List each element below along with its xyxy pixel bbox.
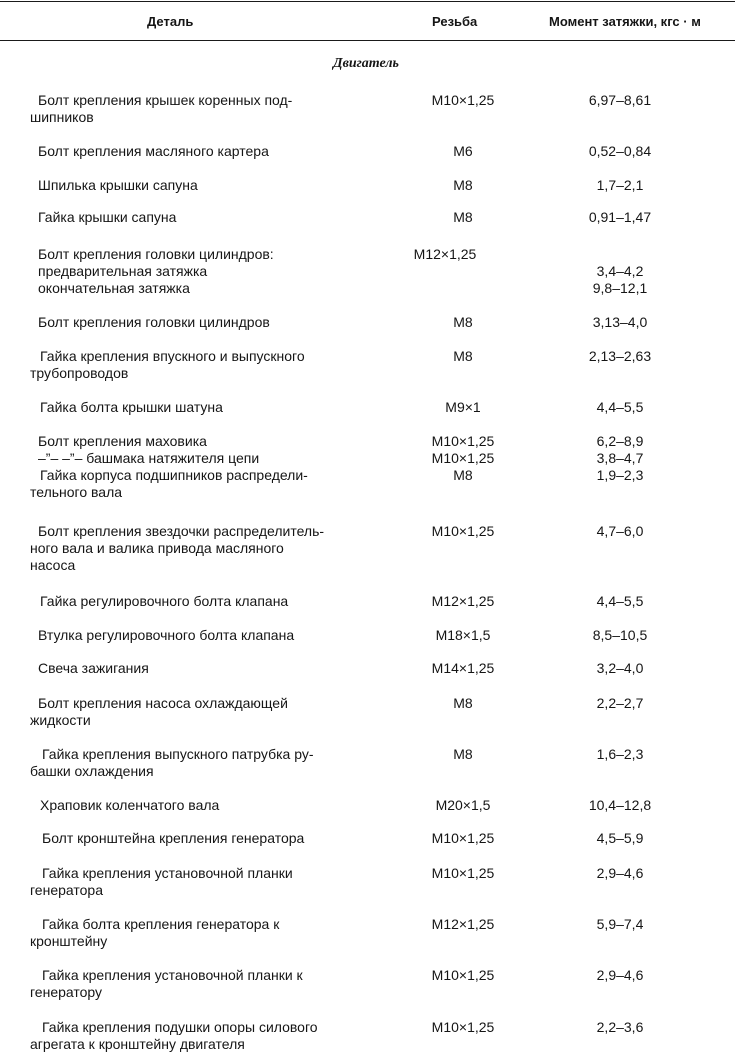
- thread-cell: [403, 695, 523, 712]
- part-text: –”– –”– башмака натяжителя цепи: [38, 450, 260, 466]
- torque-value: 1,7–2,1: [596, 177, 644, 193]
- thread-value: М6: [453, 143, 473, 159]
- thread-value: М14×1,25: [431, 660, 495, 676]
- part-text: Болт крепления головки цилиндров: [38, 314, 270, 330]
- section-title: Двигатель: [333, 56, 399, 71]
- part-cell: [30, 523, 390, 574]
- thread-cell: [403, 209, 523, 226]
- thread-value: М10×1,25: [431, 92, 495, 108]
- part-cell: [30, 177, 390, 194]
- part-text: трубопроводов: [30, 365, 129, 381]
- torque-value: 0,91–1,47: [588, 209, 652, 225]
- thread-cell: [385, 246, 505, 263]
- thread-cell: [403, 143, 523, 160]
- part-cell: [30, 1019, 390, 1053]
- thread-value: М12×1,25: [431, 593, 495, 609]
- part-cell: [30, 246, 390, 297]
- thread-cell: [403, 830, 523, 847]
- torque-value: 8,5–10,5: [592, 627, 648, 643]
- part-text: окончательная затяжка: [38, 280, 190, 296]
- thread-value: М10×1,25: [431, 1019, 495, 1035]
- torque-value: 2,9–4,6: [596, 865, 644, 881]
- part-text: Свеча зажигания: [38, 660, 149, 676]
- torque-cell: [555, 627, 685, 644]
- part-cell: [30, 399, 390, 416]
- thread-value: М18×1,5: [435, 627, 491, 643]
- thread-value: М8: [453, 348, 473, 364]
- part-text: башки охлаждения: [30, 763, 154, 779]
- part-text: предварительная затяжка: [38, 263, 208, 279]
- torque-value: 3,2–4,0: [596, 660, 644, 676]
- thread-cell: [403, 916, 523, 933]
- torque-value: 6,2–8,9: [596, 433, 644, 449]
- thread-cell: [403, 627, 523, 644]
- part-cell: [30, 967, 390, 1001]
- torque-cell: [555, 209, 685, 226]
- thread-value: М10×1,25: [431, 433, 495, 449]
- part-text: шипников: [30, 109, 94, 125]
- part-text: агрегата к кронштейну двигателя: [30, 1036, 245, 1052]
- torque-cell: [555, 348, 685, 365]
- part-text: кронштейну: [30, 933, 108, 949]
- torque-cell: [555, 263, 685, 297]
- torque-cell: [555, 92, 685, 109]
- torque-value: 4,7–6,0: [596, 523, 644, 539]
- part-text: Болт кронштейна крепления генератора: [42, 830, 305, 846]
- torque-value: 6,97–8,61: [588, 92, 652, 108]
- torque-cell: [555, 695, 685, 712]
- part-text: генератора: [30, 882, 103, 898]
- part-text: Болт крепления насоса охлаждающей: [38, 695, 288, 711]
- thread-cell: [403, 593, 523, 610]
- torque-value: 1,9–2,3: [596, 467, 644, 483]
- header-thread: Резьба: [432, 14, 478, 29]
- part-text: Болт крепления масляного картера: [38, 143, 269, 159]
- part-text: Втулка регулировочного болта клапана: [38, 627, 295, 643]
- thread-cell: [403, 92, 523, 109]
- thread-value: М8: [453, 209, 473, 225]
- torque-cell: [555, 746, 685, 763]
- torque-cell: [555, 1019, 685, 1036]
- thread-value: М12×1,25: [413, 246, 477, 262]
- thread-value: М9×1: [445, 399, 481, 415]
- thread-value: М10×1,25: [431, 523, 495, 539]
- part-text: Храповик коленчатого вала: [40, 797, 220, 813]
- thread-value: М8: [453, 314, 473, 330]
- part-cell: [30, 797, 390, 814]
- torque-value: 2,13–2,63: [588, 348, 652, 364]
- part-text: Болт крепления крышек коренных под-: [38, 92, 293, 108]
- torque-value: 4,4–5,5: [596, 593, 644, 609]
- thread-value: М20×1,5: [435, 797, 491, 813]
- torque-cell: [555, 177, 685, 194]
- torque-cell: [555, 593, 685, 610]
- part-cell: [30, 695, 390, 729]
- torque-value: 1,6–2,3: [596, 746, 644, 762]
- torque-value: 4,4–5,5: [596, 399, 644, 415]
- torque-value: 2,2–2,7: [596, 695, 644, 711]
- torque-cell: [555, 967, 685, 984]
- torque-cell: [555, 916, 685, 933]
- torque-cell: [555, 830, 685, 847]
- part-text: Шпилька крышки сапуна: [38, 177, 198, 193]
- thread-cell: [403, 348, 523, 365]
- torque-value: 3,8–4,7: [596, 450, 644, 466]
- part-text: Гайка крепления выпускного патрубка ру-: [42, 746, 314, 762]
- part-cell: [30, 830, 390, 847]
- part-cell: [30, 209, 390, 226]
- part-cell: [30, 92, 390, 126]
- thread-cell: [403, 660, 523, 677]
- torque-value: 5,9–7,4: [596, 916, 644, 932]
- part-cell: [30, 348, 390, 382]
- thread-cell: [403, 399, 523, 416]
- header-torque: Момент затяжки, кгс · м: [549, 14, 701, 29]
- thread-value: М12×1,25: [431, 916, 495, 932]
- torque-value: 9,8–12,1: [592, 280, 648, 296]
- part-cell: [30, 865, 390, 899]
- part-text: Болт крепления звездочки распределитель-: [38, 523, 325, 539]
- torque-cell: [555, 523, 685, 540]
- torque-cell: [555, 399, 685, 416]
- torque-cell: [555, 660, 685, 677]
- torque-value: 3,13–4,0: [592, 314, 648, 330]
- thread-cell: [403, 177, 523, 194]
- torque-cell: [555, 143, 685, 160]
- header-part: Деталь: [147, 14, 194, 29]
- part-text: Гайка крепления подушки опоры силового: [42, 1019, 318, 1035]
- part-text: генератору: [30, 984, 103, 1000]
- thread-cell: [403, 865, 523, 882]
- part-cell: [30, 660, 390, 677]
- thread-value: М8: [453, 746, 473, 762]
- part-cell: [30, 314, 390, 331]
- part-text: ного вала и валика привода масляного: [30, 540, 284, 556]
- part-text: Гайка крепления установочной планки к: [42, 967, 303, 983]
- part-text: насоса: [30, 557, 76, 573]
- torque-value: 2,2–3,6: [596, 1019, 644, 1035]
- thread-cell: [403, 797, 523, 814]
- part-text: жидкости: [30, 712, 91, 728]
- part-text: Гайка крепления установочной планки: [42, 865, 293, 881]
- torque-cell: [555, 314, 685, 331]
- thread-cell: [403, 967, 523, 984]
- part-text: Болт крепления головки цилиндров:: [38, 246, 274, 262]
- part-cell: [30, 593, 390, 610]
- part-text: тельного вала: [30, 484, 123, 500]
- torque-value: 3,4–4,2: [596, 263, 644, 279]
- part-cell: [30, 627, 390, 644]
- thread-value: М8: [453, 177, 473, 193]
- thread-value: М10×1,25: [431, 830, 495, 846]
- thread-cell: [403, 433, 523, 484]
- part-cell: [30, 746, 390, 780]
- thread-value: М8: [453, 695, 473, 711]
- part-text: Гайка крепления впускного и выпускного: [40, 348, 305, 364]
- torque-cell: [555, 433, 685, 484]
- torque-cell: [555, 865, 685, 882]
- thread-value: М10×1,25: [431, 450, 495, 466]
- thread-cell: [403, 746, 523, 763]
- torque-value: 4,5–5,9: [596, 830, 644, 846]
- part-text: Гайка болта крепления генератора к: [42, 916, 280, 932]
- part-text: Гайка корпуса подшипников распредели-: [40, 467, 308, 483]
- header-rule: [0, 40, 735, 41]
- part-text: Гайка болта крышки шатуна: [40, 399, 223, 415]
- thread-value: М10×1,25: [431, 967, 495, 983]
- thread-cell: [403, 314, 523, 331]
- thread-cell: [403, 1019, 523, 1036]
- top-rule: [0, 1, 735, 2]
- part-text: Болт крепления маховика: [38, 433, 207, 449]
- torque-value: 2,9–4,6: [596, 967, 644, 983]
- torque-cell: [555, 797, 685, 814]
- part-cell: [30, 433, 390, 501]
- thread-value: М10×1,25: [431, 865, 495, 881]
- part-cell: [30, 143, 390, 160]
- thread-value: М8: [453, 467, 473, 483]
- thread-cell: [403, 523, 523, 540]
- part-cell: [30, 916, 390, 950]
- torque-value: 0,52–0,84: [588, 143, 652, 159]
- part-text: Гайка регулировочного болта клапана: [40, 593, 289, 609]
- torque-value: 10,4–12,8: [588, 797, 652, 813]
- part-text: Гайка крышки сапуна: [38, 209, 177, 225]
